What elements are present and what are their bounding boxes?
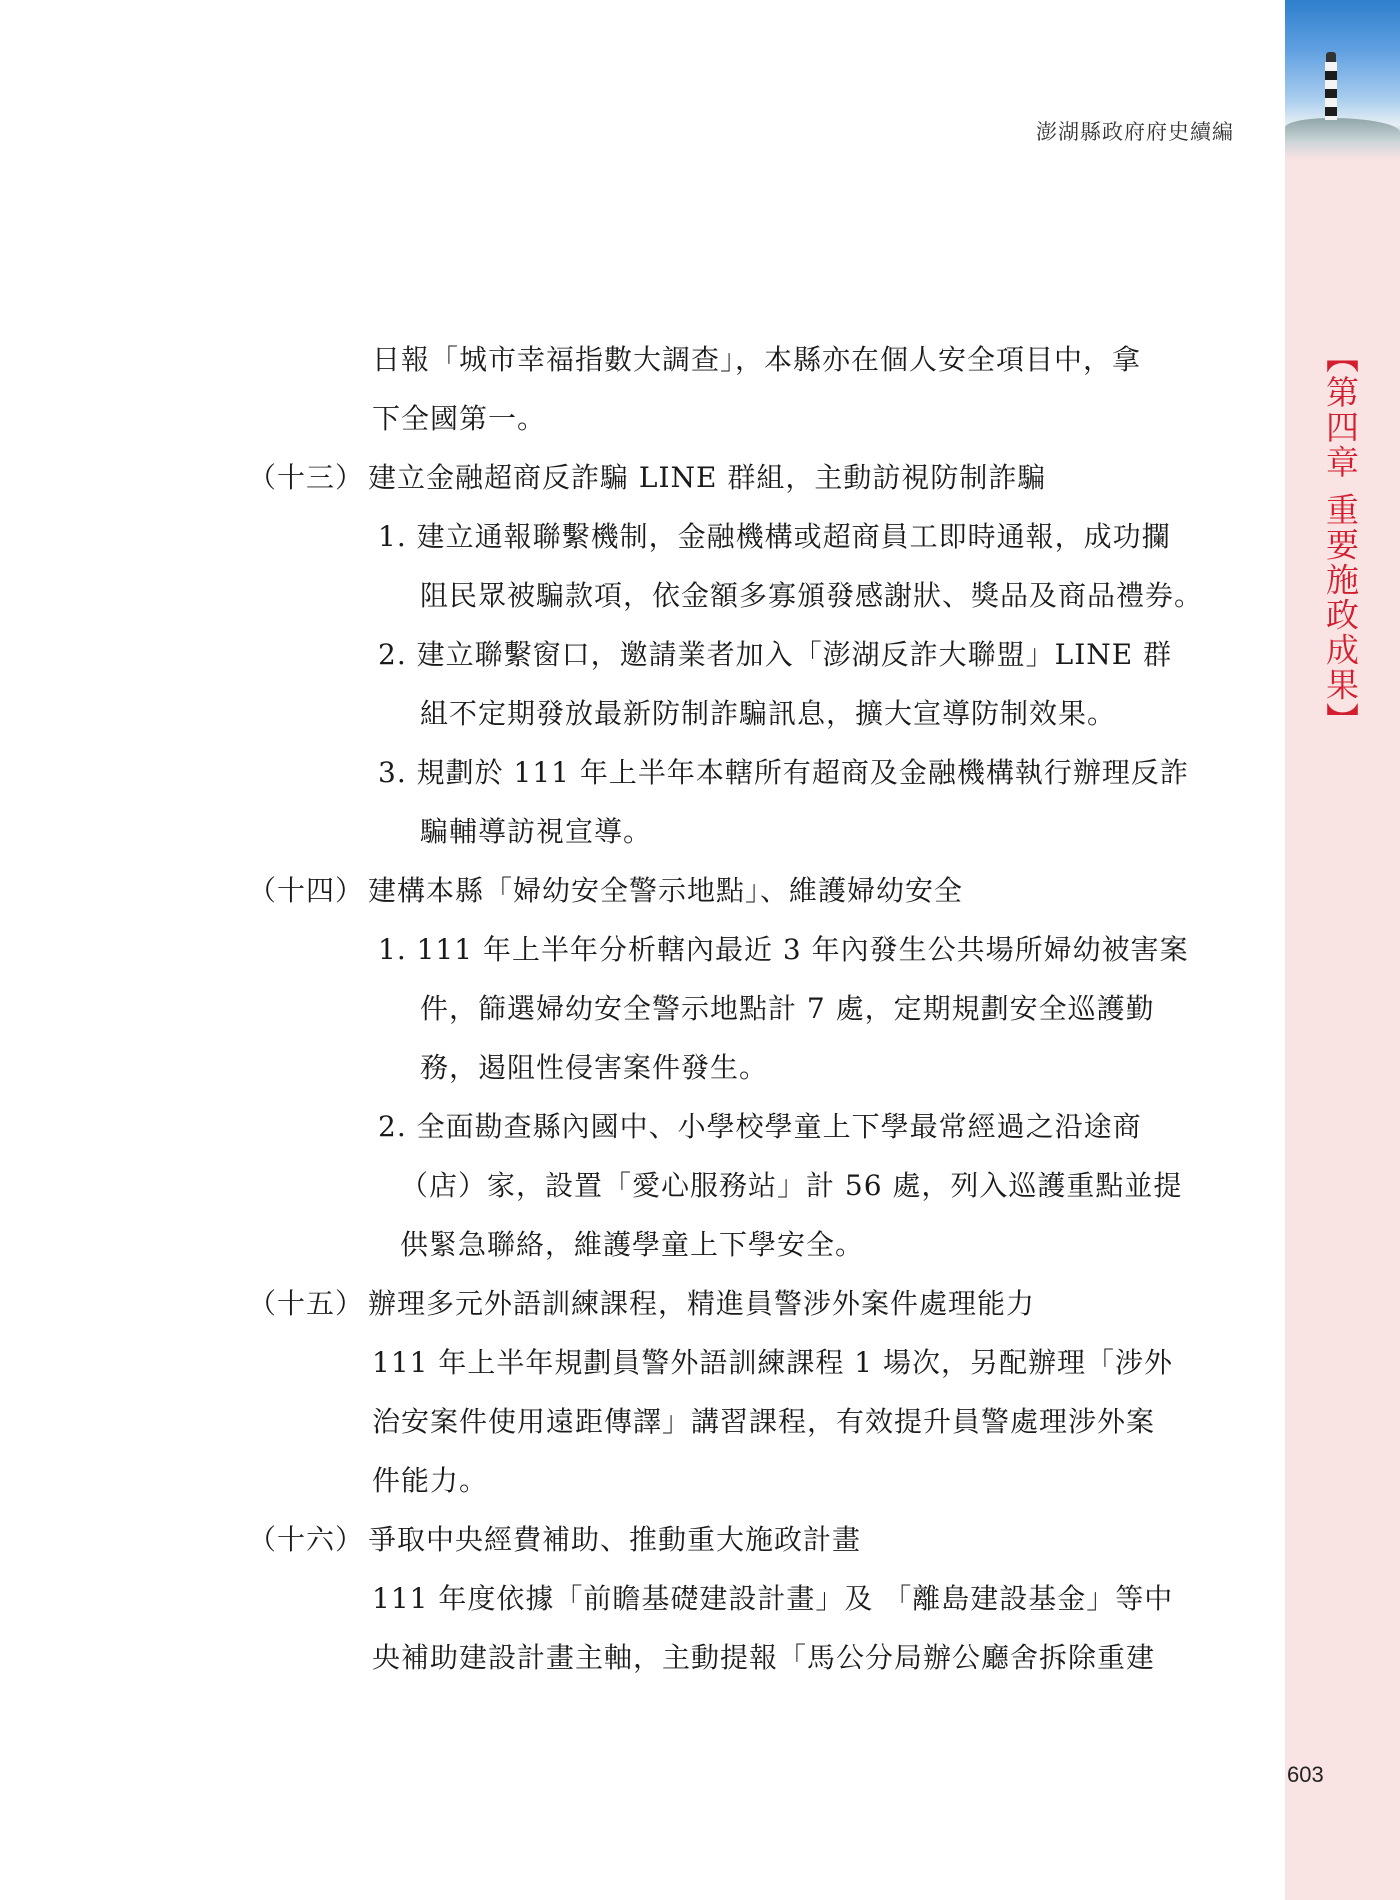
running-header: 澎湖縣政府府史續編 — [1036, 120, 1234, 144]
island-shape — [1285, 118, 1400, 142]
section-heading: 建構本縣「婦幼安全警示地點」、維護婦幼安全 — [368, 874, 964, 907]
body-line: 2. 建立聯繫窗口，邀請業者加入「澎湖反詐大聯盟」LINE 群 — [378, 638, 1173, 671]
section-number: （十三） — [248, 461, 365, 494]
body-line: 3. 規劃於 111 年上半年本轄所有超商及金融機構執行辦理反詐 — [378, 756, 1189, 789]
body-line: 阻民眾被騙款項，依金額多寡頒發感謝狀、獎品及商品禮券。 — [420, 579, 1204, 612]
chapter-tab-label: 【第四章 重要施政成果】 — [1321, 340, 1360, 738]
section-number: （十四） — [248, 874, 365, 907]
body-line: 務，遏阻性侵害案件發生。 — [420, 1051, 769, 1084]
body-line: 下全國第一。 — [372, 402, 547, 435]
body-line: 治安案件使用遠距傳譯」講習課程，有效提升員警處理涉外案 — [372, 1405, 1156, 1438]
body-line: 111 年上半年規劃員警外語訓練課程 1 場次，另配辦理「涉外 — [372, 1346, 1173, 1379]
lighthouse-icon — [1325, 62, 1337, 120]
page-number: 603 — [1287, 1762, 1324, 1787]
body-line: 1. 建立通報聯繫機制，金融機構或超商員工即時通報，成功攔 — [378, 520, 1171, 553]
body-line: 1. 111 年上半年分析轄內最近 3 年內發生公共場所婦幼被害案 — [378, 933, 1189, 966]
body-line: 組不定期發放最新防制詐騙訊息，擴大宣導防制效果。 — [420, 697, 1117, 730]
body-line: 日報「城市幸福指數大調查」，本縣亦在個人安全項目中，拿 — [372, 343, 1142, 376]
section-heading: 爭取中央經費補助、推動重大施政計畫 — [368, 1523, 862, 1556]
section-number: （十五） — [248, 1287, 365, 1320]
lighthouse-photo — [1285, 0, 1400, 160]
chapter-sidebar — [1285, 0, 1400, 1900]
body-line: 111 年度依據「前瞻基礎建設計畫」及 「離島建設基金」等中 — [372, 1582, 1174, 1615]
section-heading: 辦理多元外語訓練課程，精進員警涉外案件處理能力 — [368, 1287, 1036, 1320]
body-line: 2. 全面勘查縣內國中、小學校學童上下學最常經過之沿途商 — [378, 1110, 1142, 1143]
body-line: 騙輔導訪視宣導。 — [420, 815, 653, 848]
body-line: （店）家，設置「愛心服務站」計 56 處，列入巡護重點並提 — [400, 1169, 1183, 1202]
body-line: 供緊急聯絡，維護學童上下學安全。 — [400, 1228, 865, 1261]
section-number: （十六） — [248, 1523, 365, 1556]
body-line: 件能力。 — [372, 1464, 489, 1497]
body-line: 件，篩選婦幼安全警示地點計 7 處，定期規劃安全巡護勤 — [420, 992, 1155, 1025]
section-heading: 建立金融超商反詐騙 LINE 群組，主動訪視防制詐騙 — [368, 461, 1047, 494]
body-line: 央補助建設計畫主軸，主動提報「馬公分局辦公廳舍拆除重建 — [372, 1641, 1156, 1674]
